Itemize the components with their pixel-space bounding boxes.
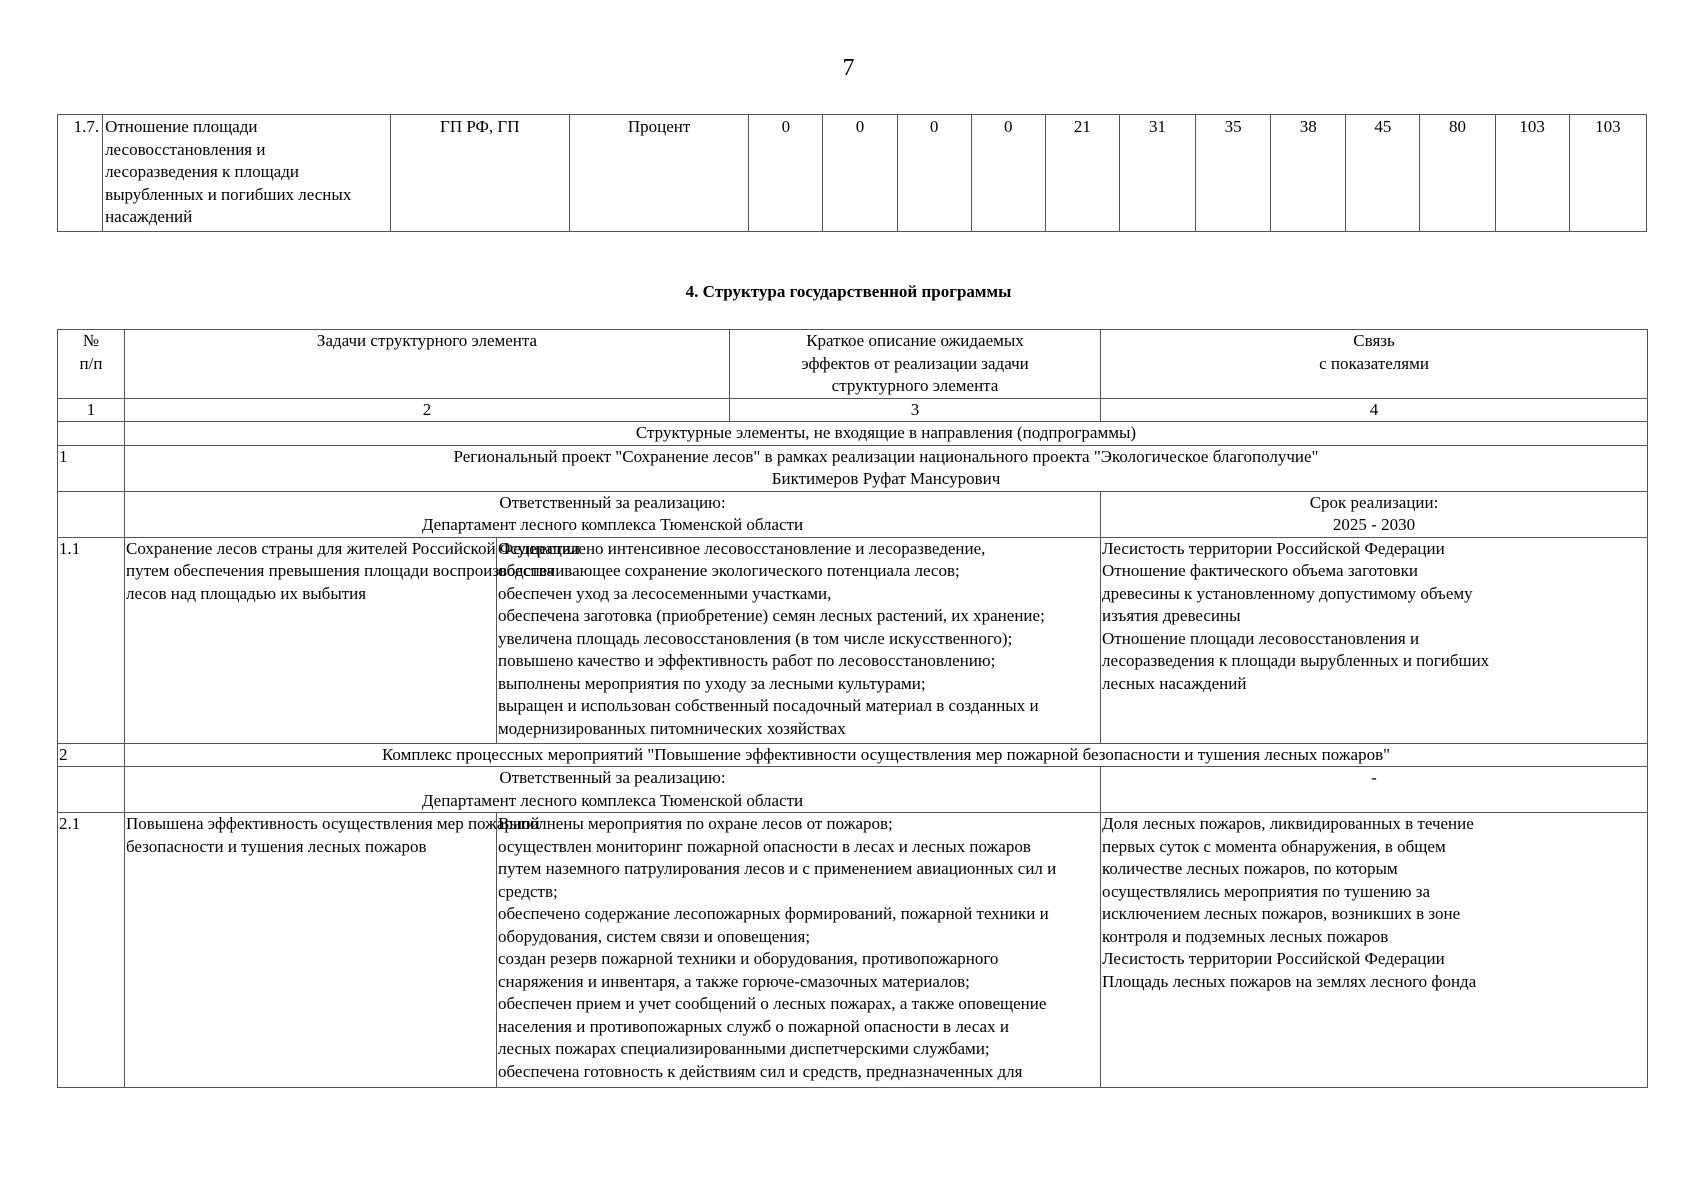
term: - (1101, 767, 1648, 813)
value-cell: 103 (1495, 115, 1569, 232)
structure-table (57, 329, 1648, 1088)
indicators-table (57, 114, 1647, 232)
value-cell: 45 (1346, 115, 1420, 232)
indicator-unit: Процент (569, 115, 748, 232)
row-number: 1.7. (58, 115, 103, 232)
value-cell: 35 (1196, 115, 1271, 232)
task-number: 1.1 (58, 537, 125, 743)
value-cell: 0 (823, 115, 897, 232)
col-number: 2 (125, 398, 730, 422)
task-description: Сохранение лесов страны для жителей Российской Федерации путем обеспечения превышения площади воспроизводства лесов над площадью их выбытия (125, 537, 497, 743)
block-number: 2 (58, 743, 125, 767)
responsible: Ответственный за реализацию: Департамент лесного комплекса Тюменской области (125, 491, 1101, 537)
block-title-row (58, 445, 1648, 491)
indicator-level: ГП РФ, ГП (390, 115, 569, 232)
column-numbers-row (58, 398, 1648, 422)
value-cell: 80 (1420, 115, 1495, 232)
responsible: Ответственный за реализацию: Департамент лесного комплекса Тюменской области (125, 767, 1101, 813)
subheader: Структурные элементы, не входящие в направления (подпрограммы) (125, 422, 1648, 446)
section-title: 4. Структура государственной программы (685, 282, 1012, 301)
responsible-row (58, 767, 1648, 813)
value-cell: 21 (1045, 115, 1119, 232)
table-header-row (58, 330, 1648, 399)
task-number: 2.1 (58, 813, 125, 1088)
header-indicators: Связь с показателями (1101, 330, 1648, 399)
page-number: 7 (842, 55, 855, 81)
indicator-name: Отношение площади лесовосстановления и лесоразведения к площади вырубленных и погибших лесных насаждений (103, 115, 391, 232)
col-number: 3 (730, 398, 1101, 422)
block-title: Комплекс процессных мероприятий "Повышение эффективности осуществления мер пожарной безопасности и тушения лесных пожаров" (125, 743, 1648, 767)
header-tasks: Задачи структурного элемента (125, 330, 730, 399)
header-num: № п/п (58, 330, 125, 399)
value-cell: 0 (971, 115, 1045, 232)
task-row (58, 537, 1648, 743)
table-row (58, 115, 1647, 232)
block-number: 1 (58, 445, 125, 491)
task-effects: Осуществлено интенсивное лесовосстановление и лесоразведение, обеспечивающее сохранение экологического потенциала лесов; обеспечен уход за лесосеменными участками, обеспечена заготовка (приобретение) семян лесных растений, их хранение; увеличена площадь лесовосстановления (в том числе искусственного); повышено качество и эффективность работ по лесовосстановлению; выполнены мероприятия по уходу за лесными культурами; выращен и использован собственный посадочный материал в созданных и модернизированных питомнических хозяйствах (497, 537, 1101, 743)
block-title: Региональный проект "Сохранение лесов" в рамках реализации национального проекта "Экологическое благополучие" Биктимеров Руфат Мансурович (125, 445, 1648, 491)
empty-cell (58, 767, 125, 813)
value-cell: 31 (1119, 115, 1195, 232)
task-indicators: Лесистость территории Российской Федерации Отношение фактического объема заготовки древесины к установленному допустимому объему изъятия древесины Отношение площади лесовосстановления и лесоразведения к площади вырубленных и погибших лесных насаждений (1101, 537, 1648, 743)
block-title-row (58, 743, 1648, 767)
empty-cell (58, 491, 125, 537)
responsible-row (58, 491, 1648, 537)
value-cell: 0 (749, 115, 823, 232)
value-cell: 38 (1271, 115, 1346, 232)
term: Срок реализации: 2025 - 2030 (1101, 491, 1648, 537)
task-indicators: Доля лесных пожаров, ликвидированных в течение первых суток с момента обнаружения, в общем количестве лесных пожаров, по которым осуществлялись мероприятия по тушению за исключением лесных пожаров, возникших в зоне контроля и подземных лесных пожаров Лесистость территории Российской Федерации Площадь лесных пожаров на землях лесного фонда (1101, 813, 1648, 1088)
value-cell: 103 (1569, 115, 1646, 232)
task-description: Повышена эффективность осуществления мер пожарной безопасности и тушения лесных пожаров (125, 813, 497, 1088)
task-row (58, 813, 1648, 1088)
col-number: 1 (58, 398, 125, 422)
subheader-row (58, 422, 1648, 446)
task-effects: Выполнены мероприятия по охране лесов от пожаров; осуществлен мониторинг пожарной опасности в лесах и лесных пожаров путем наземного патрулирования лесов и с применением авиационных сил и средств; обеспечено содержание лесопожарных формирований, пожарной техники и оборудования, систем связи и оповещения; создан резерв пожарной техники и оборудования, противопожарного снаряжения и инвентаря, а также горюче-смазочных материалов; обеспечен прием и учет сообщений о лесных пожарах, а также оповещение населения и противопожарных служб о пожарной опасности в лесах и лесных пожарах специализированными диспетчерскими службами; обеспечена готовность к действиям сил и средств, предназначенных для (497, 813, 1101, 1088)
header-effects: Краткое описание ожидаемых эффектов от реализации задачи структурного элемента (730, 330, 1101, 399)
col-number: 4 (1101, 398, 1648, 422)
value-cell: 0 (897, 115, 971, 232)
empty-cell (58, 422, 125, 446)
